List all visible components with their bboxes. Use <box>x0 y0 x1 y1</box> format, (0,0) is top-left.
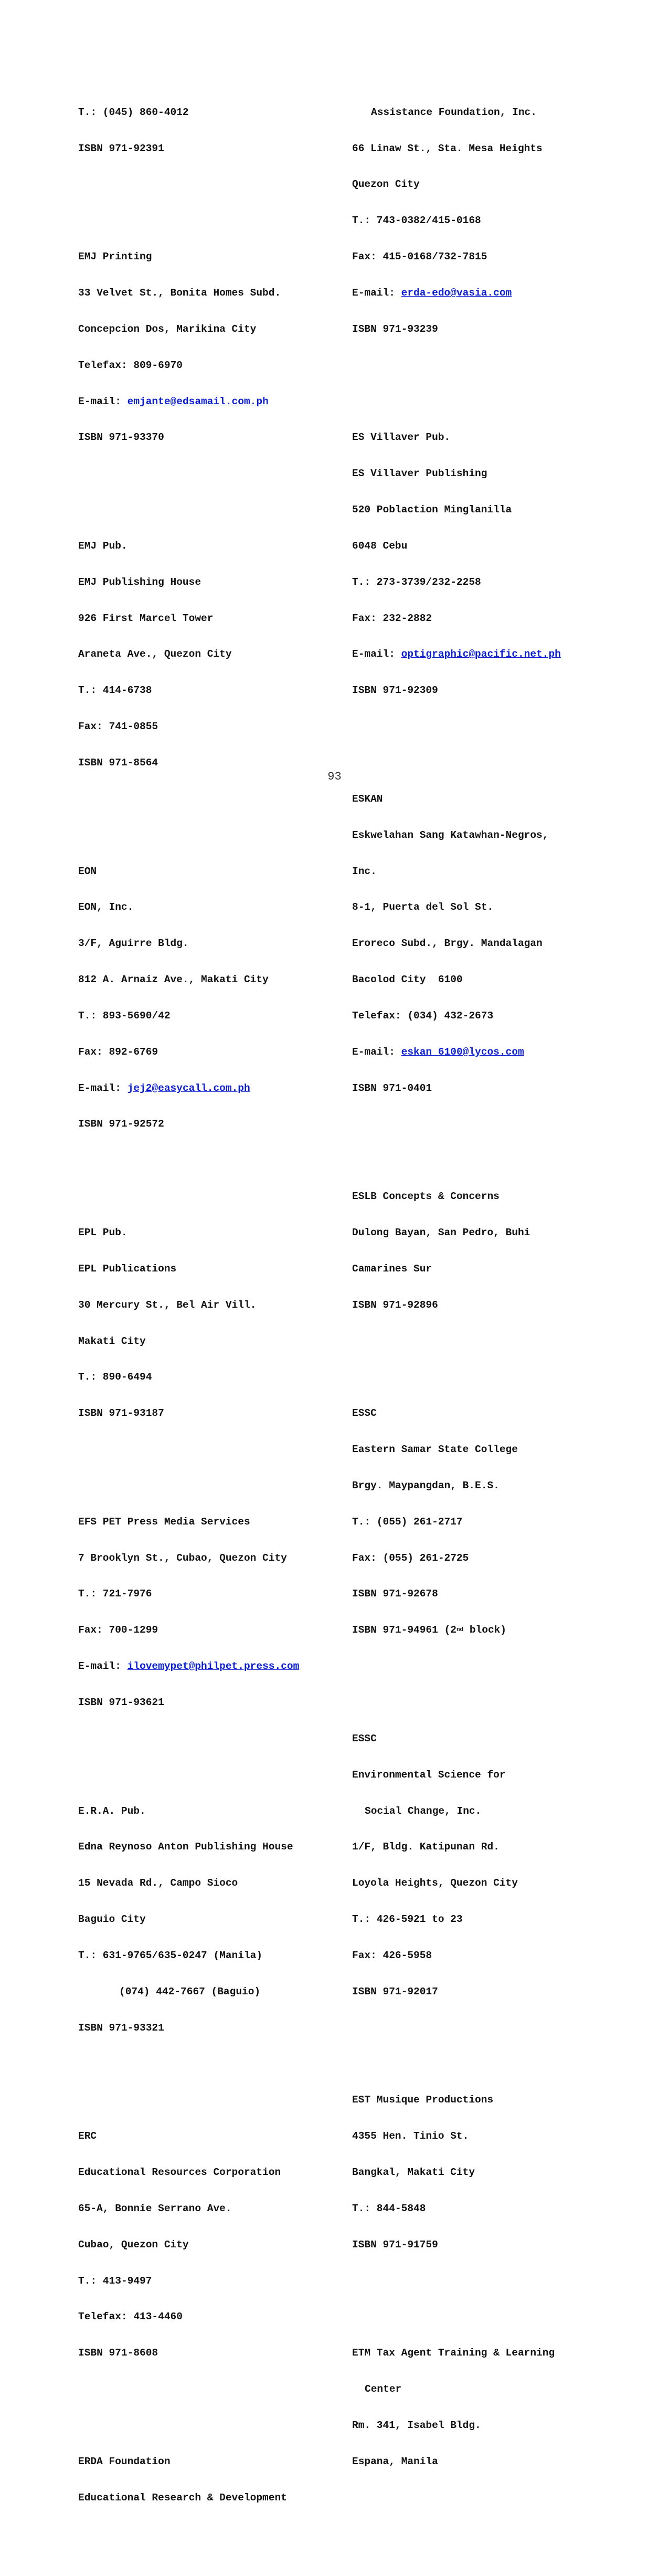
telefax: Telefax: 413-4460 <box>78 2311 183 2323</box>
publisher-entry <box>78 2432 299 2528</box>
publisher-name-continued: Inc. <box>352 865 377 877</box>
address-line: 65-A, Bonnie Serrano Ave. <box>78 2202 232 2214</box>
address-line: 812 A. Arnaiz Ave., Makati City <box>78 974 269 986</box>
publisher-name: Eastern Samar State College <box>352 1444 518 1456</box>
publisher-name: EST Musique Productions <box>352 2094 494 2106</box>
address-line: Espana, Manila <box>352 2455 438 2467</box>
publisher-entry <box>78 1781 299 2058</box>
publisher-name: Eskwelahan Sang Katawhan-Negros, <box>352 829 549 841</box>
address-line: Loyola Heights, Quezon City <box>352 1877 518 1889</box>
email-label: E-mail: <box>78 1660 128 1673</box>
email-link[interactable]: eskan_6100@lycos.com <box>401 1046 524 1058</box>
email-link[interactable]: ilovemypet@philpet.press.com <box>127 1660 300 1673</box>
address-line: Concepcion Dos, Marikina City <box>78 323 257 335</box>
isbn: ISBN 971-8564 <box>78 756 158 769</box>
phone: T.: 414-6738 <box>78 685 152 697</box>
publisher-entry <box>352 2070 561 2275</box>
fax: Fax: 892-6769 <box>78 1046 158 1058</box>
isbn: ISBN 971-92017 <box>352 1985 438 1997</box>
publisher-entry <box>78 1492 299 1733</box>
publisher-entry <box>352 1383 561 1660</box>
address-line: Eroreco Subd., Brgy. Mandalagan <box>352 938 543 950</box>
publisher-entry <box>352 1166 561 1335</box>
publisher-entry <box>78 227 299 468</box>
address-line: 30 Mercury St., Bel Air Vill. <box>78 1299 257 1311</box>
phone: T.: 413-9497 <box>78 2275 152 2287</box>
email-label: E-mail: <box>352 648 401 660</box>
address-line: Rm. 341, Isabel Bldg. <box>352 2419 481 2431</box>
email-line <box>352 1046 561 1058</box>
publisher-entry <box>352 407 561 721</box>
phone: T.: 631-9765/635-0247 (Manila) <box>78 1949 263 1961</box>
isbn-text: ISBN 971-94961 (2 <box>352 1624 456 1636</box>
email-line <box>78 1082 299 1095</box>
publisher-name: Environmental Science for <box>352 1769 506 1781</box>
phone: T.: 844-5848 <box>352 2202 426 2214</box>
address-line: Araneta Ave., Quezon City <box>78 648 232 660</box>
publisher-entry <box>352 769 561 1119</box>
isbn: ISBN 971-8608 <box>78 2347 158 2359</box>
phone: T.: (045) 860-4012 <box>78 106 189 118</box>
publisher-name-continued: Social Change, Inc. <box>365 1805 482 1817</box>
publisher-name: Edna Reynoso Anton Publishing House <box>78 1841 293 1853</box>
telefax: Telefax: (034) 432-2673 <box>352 1010 494 1022</box>
isbn: ISBN 971-93239 <box>352 323 438 335</box>
publisher-abbreviation: ESSC <box>352 1732 377 1744</box>
right-column <box>352 46 561 2540</box>
publisher-abbreviation: ERC <box>78 2130 97 2142</box>
email-label: E-mail: <box>78 1082 128 1094</box>
address-line: 33 Velvet St., Bonita Homes Subd. <box>78 287 281 299</box>
address-line: Bangkal, Makati City <box>352 2166 475 2178</box>
isbn-text: block) <box>463 1624 507 1636</box>
left-column <box>78 46 299 2576</box>
publisher-name: Educational Research & Development <box>78 2491 287 2504</box>
email-label: E-mail: <box>352 287 401 299</box>
address-line: 8-1, Puerta del Sol St. <box>352 901 494 913</box>
address-line: Bacolod City 6100 <box>352 974 463 986</box>
publisher-abbreviation: EMJ Pub. <box>78 540 128 552</box>
isbn: ISBN 971-92678 <box>352 1588 438 1600</box>
publisher-name: ES Villaver Publishing <box>352 468 487 480</box>
address-line: 1/F, Bldg. Katipunan Rd. <box>352 1841 500 1853</box>
email-line <box>352 648 561 660</box>
address-line: 6048 Cebu <box>352 540 408 552</box>
email-link[interactable]: jej2@easycall.com.ph <box>127 1082 250 1094</box>
email-label: E-mail: <box>78 395 128 407</box>
publisher-entry <box>78 1203 299 1444</box>
phone: T.: 890-6494 <box>78 1371 152 1383</box>
publisher-name: Assistance Foundation, Inc. <box>371 106 537 118</box>
phone: T.: (055) 261-2717 <box>352 1516 463 1528</box>
isbn: ISBN 971-92572 <box>78 1118 164 1130</box>
publisher-abbreviation: E.R.A. Pub. <box>78 1805 146 1817</box>
email-link[interactable]: emjante@edsamail.com.ph <box>127 395 269 407</box>
isbn: ISBN 971-93321 <box>78 2022 164 2034</box>
telefax: Telefax: 809-6970 <box>78 359 183 371</box>
publisher-abbreviation: ESSC <box>352 1407 377 1420</box>
address-line: 66 Linaw St., Sta. Mesa Heights <box>352 142 543 154</box>
address-line: 3/F, Aguirre Bldg. <box>78 938 189 950</box>
isbn: ISBN 971-0401 <box>352 1082 432 1094</box>
page-number: 93 <box>327 770 342 783</box>
publisher-entry <box>78 82 299 179</box>
address-line: Dulong Bayan, San Pedro, Buhi <box>352 1226 530 1238</box>
address-line: Cubao, Quezon City <box>78 2238 189 2251</box>
publisher-name: EMJ Publishing House <box>78 576 201 588</box>
address-line: 7 Brooklyn St., Cubao, Quezon City <box>78 1552 287 1564</box>
address-line: Brgy. Maypangdan, B.E.S. <box>352 1479 500 1491</box>
publisher-entry <box>352 82 561 360</box>
isbn: ISBN 971-92391 <box>78 142 164 154</box>
ordinal-suffix: nd <box>456 1627 464 1634</box>
publisher-abbreviation: ERDA Foundation <box>78 2455 171 2467</box>
address-line: 4355 Hen. Tinio St. <box>352 2130 469 2142</box>
publisher-entry <box>78 842 299 1155</box>
email-line <box>352 287 561 299</box>
fax: Fax: 415-0168/732-7815 <box>352 251 487 263</box>
publisher-name: EFS PET Press Media Services <box>78 1516 250 1528</box>
fax: Fax: (055) 261-2725 <box>352 1552 469 1564</box>
phone: T.: 743-0382/415-0168 <box>352 215 481 227</box>
phone: T.: 426-5921 to 23 <box>352 1913 463 1926</box>
publisher-abbreviation: EON <box>78 865 97 877</box>
isbn: ISBN 971-93370 <box>78 432 164 444</box>
address-line: 15 Nevada Rd., Campo Sioco <box>78 1877 238 1889</box>
isbn: ISBN 971-93187 <box>78 1407 164 1420</box>
publisher-entry <box>78 2106 299 2383</box>
publisher-abbreviation: ES Villaver Pub. <box>352 432 451 444</box>
fax: Fax: 232-2882 <box>352 612 432 624</box>
publisher-name: EON, Inc. <box>78 901 134 913</box>
isbn <box>352 1624 561 1636</box>
address-line: 926 First Marcel Tower <box>78 612 214 624</box>
isbn: ISBN 971-91759 <box>352 2238 438 2251</box>
isbn: ISBN 971-92896 <box>352 1299 438 1311</box>
publisher-name: ESLB Concepts & Concerns <box>352 1191 500 1203</box>
address-line: Makati City <box>78 1335 146 1347</box>
publisher-name: EPL Publications <box>78 1263 177 1275</box>
fax: Fax: 741-0855 <box>78 721 158 733</box>
isbn: ISBN 971-92309 <box>352 685 438 697</box>
email-label: E-mail: <box>352 1046 401 1058</box>
address-line: Camarines Sur <box>352 1263 432 1275</box>
address-line: Baguio City <box>78 1913 146 1926</box>
phone: T.: 721-7976 <box>78 1588 152 1600</box>
phone: T.: 893-5690/42 <box>78 1010 171 1022</box>
email-line <box>78 1660 299 1673</box>
publisher-entry <box>352 1709 561 2022</box>
isbn: ISBN 971-93621 <box>78 1696 164 1708</box>
publisher-abbreviation: EPL Pub. <box>78 1226 128 1238</box>
publisher-name-continued: Center <box>365 2383 402 2395</box>
publisher-name: Educational Resources Corporation <box>78 2166 281 2178</box>
publisher-entry <box>78 516 299 793</box>
email-line <box>78 396 299 408</box>
email-link[interactable]: erda-edo@vasia.com <box>401 287 512 299</box>
address-line: 520 Poblaction Minglanilla <box>352 504 512 516</box>
publisher-entry <box>352 2323 561 2491</box>
phone: (074) 442-7667 (Baguio) <box>119 1985 261 1997</box>
publisher-name: EMJ Printing <box>78 251 152 263</box>
fax: Fax: 426-5958 <box>352 1949 432 1961</box>
email-link[interactable]: optigraphic@pacific.net.ph <box>401 648 561 660</box>
address-line: Quezon City <box>352 178 420 191</box>
fax: Fax: 700-1299 <box>78 1624 158 1636</box>
publisher-abbreviation: ESKAN <box>352 793 383 805</box>
phone: T.: 273-3739/232-2258 <box>352 576 481 588</box>
publisher-name: ETM Tax Agent Training & Learning <box>352 2347 555 2359</box>
